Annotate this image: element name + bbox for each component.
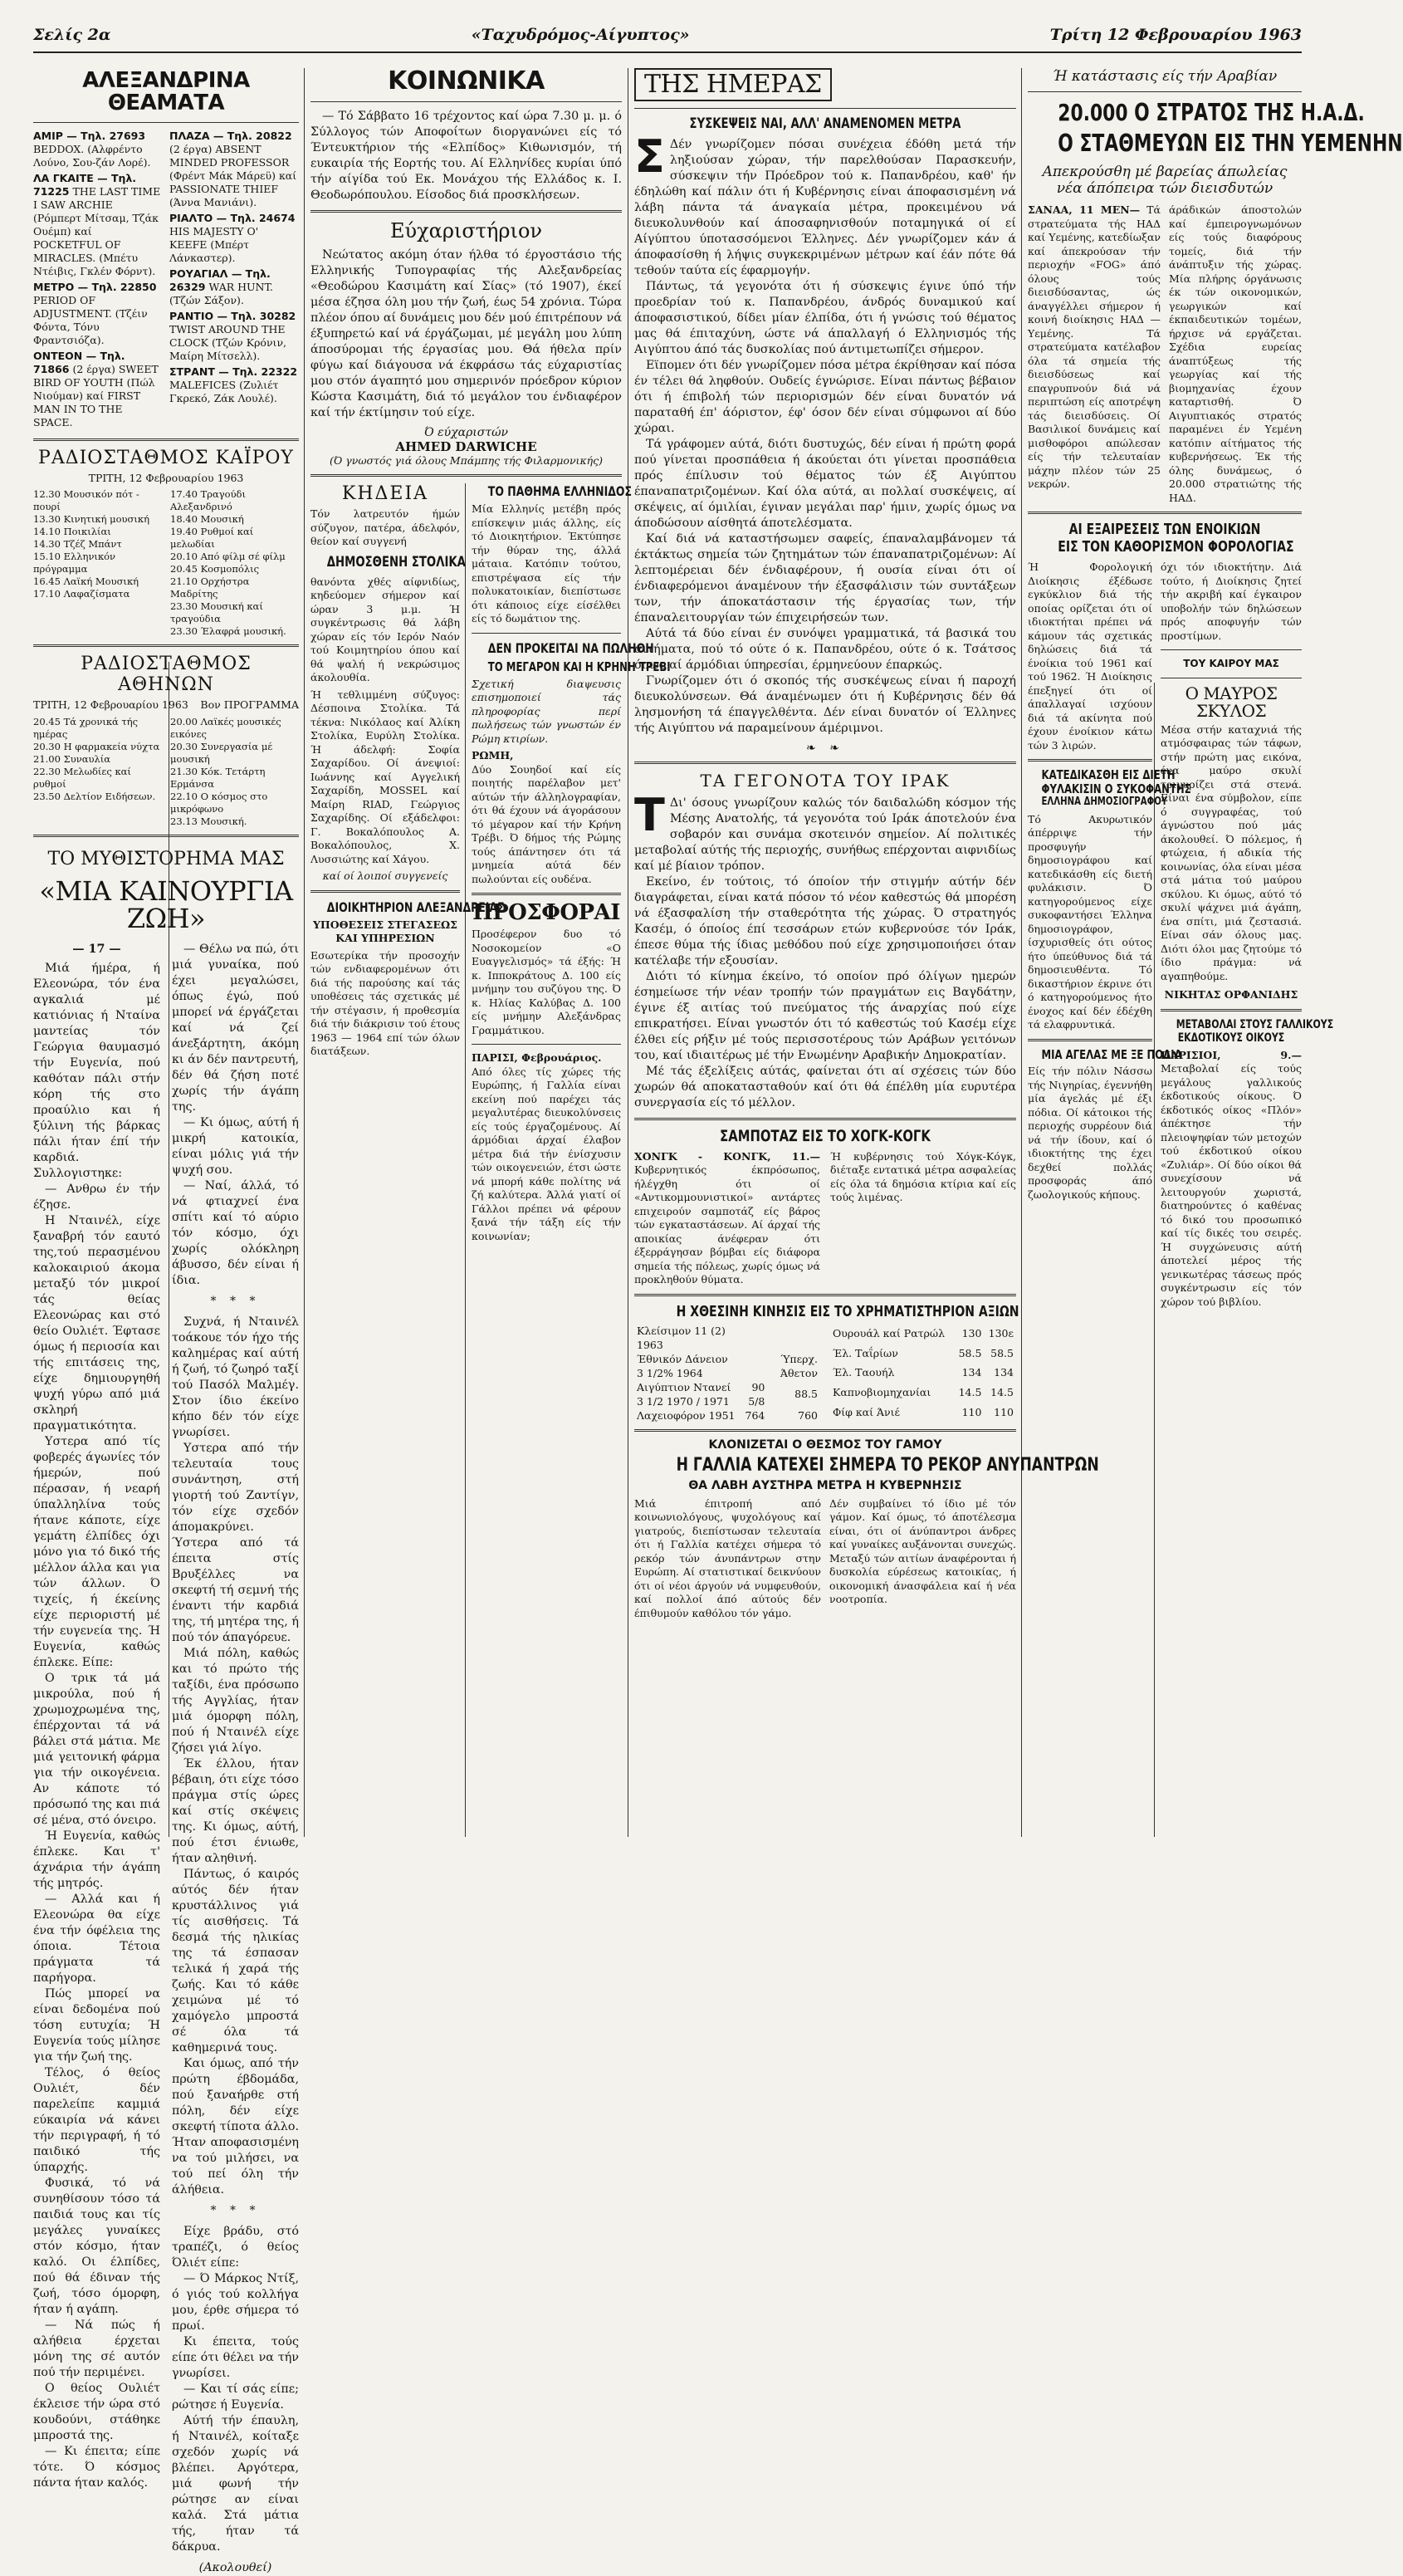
- theatre-name: ΡΙΑΛΤΟ — Τηλ. 24674: [169, 211, 296, 224]
- column-rule: [304, 68, 305, 1837]
- hongkong-title: ΣΑΜΠΟΤΑΖ ΕΙΣ ΤΟ ΧΟΓΚ-ΚΟΓΚ: [720, 1126, 931, 1145]
- radio-cairo-date: ΤΡΙΤΗ, 12 Φεβρουαρίου 1963: [88, 471, 244, 484]
- radio-program-item: 23.13 Μουσική.: [170, 815, 247, 827]
- stock-name: Έλ. Ταΐρίων: [833, 1346, 898, 1359]
- marriage-subtitle: ΘΑ ΛΑΒΗ ΑΥΣΤΗΡΑ ΜΕΤΡΑ Η ΚΥΒΕΡΝΗΣΙΣ: [688, 1478, 962, 1492]
- novel-paragraph: Και όμως, από τήν πρώτη έβδομάδα, πού ξαναήρθε στή πόλη, δέν είχε σκεφτή τίποτα άλλο. Ήταν αποφασισμένη να τού μιλήσει, να τού πεί όλη τήν άλήθεια.: [172, 2056, 299, 2196]
- radio-program-item: 20.45 Κοσμοπόλις: [170, 563, 260, 575]
- publishers-title-1: ΜΕΤΑΒΟΛΑΙ ΣΤΟΥΣ ΓΑΛΛΙΚΟΥΣ: [1176, 1017, 1334, 1031]
- radio-program-item: 17.10 Λαφαζίσματα: [33, 588, 130, 600]
- novel-paragraph: Ή Ευγενία, καθώς έπλεκε. Και τ' άχνάρια τήν άγάπη τής μητρός.: [33, 1829, 160, 1890]
- novel-paragraph: — Θέλω να πώ, ότι μιά γυναίκα, πού έχει μεγαλώσει, όπως έγώ, πού μπορεί νά έργάζεται καί νά ζεί άνεξάρτητη, άκόμη κι άν δέν παντρευτή, δέν θά ζήση ποτέ χωρίς τήν άγάπη της.: [172, 942, 299, 1114]
- social-text: — Τό Σάββατο 16 τρέχοντος καί ώρα 7.30 μ. μ. ό Σύλλογος τών Αποφοίτων διοργανώνει είς τό Έντευκτήριον τής «Ελπίδος» Κιθωνισμόν, τή ευκαιρία τής Εορτής του. Αί Ελληνίδες κυρίαι ύπό τήν αίγίδα τού Εκ. Μονάχου τής Ελλάδος κ. Ι. Θεοδωρόπουλου. Είσοδος διά προσκλήσεων.: [310, 109, 622, 202]
- hongkong-col-1: ΧΟΝΓΚ - ΚΟΝΓΚ, 11.— Κυβερνητικός έκπρόσωπος, ήλέγχθη ότι οί «Αντικομμουνιστικοί» αντάρτες επιχειρούν σαμποτάζ είς βάρος τών εγκαταστάσεων. Αί άρχαί τής αποικίας άνέφεραν ότι έξερράγησαν βόμβαι είς διάφορα σημεία τής πόλεως, χωρίς όμως νά προκληθούν θύματα.: [634, 1149, 820, 1286]
- novel-column-2: [172, 942, 299, 2576]
- day-paragraph: Αύτά τά δύο είναι έν συνόψει γραμματικά, τά βασικά του αιτήματα, πού τό ούτε ό κ. Παπανδρέου, ούτε ό κ. Τσάτσος όπως αί άρμόδιαι ύπηρεσίαι, έρμηνεύουν έπαρκώς.: [634, 626, 1016, 672]
- novel-paragraph: — Ανθρω έν τήν έζησε.: [33, 1182, 160, 1212]
- thanks-signed: Ό εύχαριστών: [423, 425, 509, 439]
- novel-paragraph: Είχε βράδυ, στό τραπέζι, ό θείος Όλιέτ είπε:: [172, 2224, 299, 2270]
- theatre-entry: [169, 130, 299, 209]
- novel-continues: (Ακολουθεί): [198, 2560, 272, 2574]
- page-label: Σελίς 2α: [33, 26, 111, 44]
- novel-paragraph: Πώς μπορεί να είναι δεδομένα πού τόση ευτυχία; Ή Ευγενία τούς μίλησε για τήν ζωή της.: [33, 1986, 160, 2064]
- radio-program-item: 20.10 Από φίλμ σέ φίλμ: [170, 551, 286, 563]
- stock-title: Η ΧΘΕΣΙΝΗ ΚΙΝΗΣΙΣ ΕΙΣ ΤΟ ΧΡΗΜΑΤΙΣΤΗΡΙΟΝ ΑΞΙΩΝ: [676, 1302, 1019, 1320]
- hongkong-dateline: ΧΟΝΓΚ - ΚΟΝΓΚ, 11.—: [634, 1149, 820, 1163]
- masthead: [33, 18, 1302, 53]
- novel-paragraph: — Νά πώς ή αλήθεια έρχεται μόνη της σέ αυτόν πού τήν περιμένει.: [33, 2318, 160, 2379]
- iraq-text: [634, 788, 1016, 1111]
- yemen-col-2: άράδικών άποστολών καί έμπειρογνωμόνων είς τούς διαφόρους τομείς, διά τήν άνάπτυξιν τής χώρας. Μία πλήρης όργάνωσις έκ τών οικονομικών, γεωργικών καί έκπαιδευτικών τομέων, ήρχισε νά εργάζεται. Σχέδια ευρείας άναπτύξεως τής γεωργίας καί τής βιομηχανίας έχουν καταρτισθή. Ό Αιγυπτιακός στρατός παραμένει έν Υεμένη κατόπιν αίτήματος τής κυβερνήσεως. Έκ τής όλης δυνάμεως, ό 20.000 στρατιώτης τής ΗΑΔ.: [1169, 203, 1302, 504]
- rents-title-2: ΕΙΣ ΤΟΝ ΚΑΘΟΡΙΣΜΟΝ ΦΟΡΟΛΟΓΙΑΣ: [1058, 538, 1294, 556]
- novel-paragraph: Κι έπειτα, τούς είπε ότι θέλει να τήν γνωρίσει.: [172, 2334, 299, 2380]
- novel-kicker: ΤΟ ΜΥΘΙΣΤΟΡΗΜΑ ΜΑΣ: [47, 848, 285, 869]
- publishers-dateline: ΠΑΡΙΣΙΟΙ, 9.—: [1161, 1048, 1302, 1061]
- day-paragraph: Γνωρίζομεν ότι ό σκοπός τής συσκέψεως είναι ή παροχή διευκολύνσεων. Θά άναμένωμεν ότι ή Κυβέρνησις δέν θά λησμονήση τά έπαγγελθέντα. Δέν είναι δυνατόν οί Έλληνες τής Αιγύπτου νά παραμείνουν άμέριμνοι.: [634, 673, 1016, 735]
- not-for-sale-subtitle: ΤΟ ΜΕΓΑΡΟΝ ΚΑΙ Η ΚΡΗΝΗ ΤΡΕΒΙ: [487, 659, 671, 674]
- theatres-title: ΑΛΕΞΑΝΔΡΙΝΑ ΘΕΑΜΑΤΑ: [82, 68, 250, 116]
- not-for-sale-text: Σχετική διαψευσις επισημοποιεί τάς πληροφορίας περί πωλήσεως τών γνωστών έν Ρώμη κτιρίων.: [472, 677, 621, 745]
- day-paragraph: Τά γράφομεν αύτά, διότι δυστυχώς, δέν είναι ή πρώτη φορά πού γίνεται προσπάθεια ή άκούεται ότι γίνεται προσπάθεια πρός έπίλυσιν τού θέματος τών έξ Αιγύπτου έπαναπατριζομένων. Καί όλα αύτά, αι πολλαί συσκέψεις, αί σκέψεις, αί όμιλίαι, έγιναν μεγάλαι παρ' ήμιν, χωρίς όμως να άποδώσουν αίσθητά άποτελέσματα.: [634, 437, 1016, 530]
- theatre-entry: [33, 130, 163, 169]
- novel-paragraph: Συχνά, ή Νταινέλ τοάκουε τόν ήχο τής καλημέρας καί αύτή ή ζωή, τό ζωηρό ταξί τού Πασόλ Μαλμέγ. Στον ίδιο έκείνο κήπο δέν τόν είχε γνωρίσει.: [172, 1315, 299, 1439]
- funeral-intro: Τόν λατρευτόν ήμών σύζυγον, πατέρα, άδελφόν, θείον καί συγγενή: [310, 507, 460, 547]
- stock-value: [739, 1352, 767, 1380]
- yemen-dateline: ΣΑΝΑΑ, 11 ΜΕΝ—: [1028, 203, 1141, 216]
- offers-title: ΠΡΟΣΦΟΡΑΙ: [472, 900, 620, 925]
- column-right: [1028, 68, 1403, 1837]
- stock-table-right: [830, 1324, 1016, 1423]
- funeral-footer: καί οί λοιποί συγγενείς: [322, 869, 448, 882]
- theatre-entry: [169, 365, 299, 405]
- marriage-col-1: Μιά έπιτροπή από κοινωνιολόγους, ψυχολόγους καί γιατρούς, διεπίστωσαν τελευταία ότι ή Γαλλία κατέχει σήμερα τό ρεκόρ τών άνυπάντρων στην Ευρώπη. Αί στατιστικαί δεικνύουν ότι οί νέοι άργούν νά νυμφευθούν, καί πολλοί άπό αύτούς δέν έπιθυμούν καθόλου τόν γάμο.: [634, 1496, 821, 1619]
- stock-value: 90 5/8: [748, 1380, 765, 1408]
- stock-value: 130ε: [988, 1326, 1014, 1339]
- iraq-paragraph: Διότι τό κίνημα έκείνο, τό οποίον πρό όλίγων ημερών έσημείωσε τήν νέαν τροπήν τών πραγμάτων εις Βαγδάτην, έγινε έξ αιτίας τού πνεύματος τής άναρχίας πού είχε επικρατήσει. Είναι γνωστόν ότι τό καθεστώς τού Κασέμ είχε έλθει είς ρήξιν μέ τούς περισσοτέρους τών Αράβων γειτόνων του, καί ιδιαιτέρως μέ τήν Ενωμένην Αραβικήν Δημοκρατίαν.: [634, 969, 1016, 1062]
- novel-paragraph: Φυσικά, τό νά συνηθίσουν τόσο τά παιδιά τους και τίς μεγάλες γυναίκες στόν κόσμο, ήταν καλό. Οι έλπίδες, πού θά έδιναν τής ζωή, τόσο όμορφη, ήταν ή αγάπη.: [33, 2176, 160, 2316]
- stock-row: [830, 1403, 1016, 1423]
- not-for-sale-title: ΔΕΝ ΠΡΟΚΕΙΤΑΙ ΝΑ ΠΩΛΗΘΗ: [487, 639, 654, 656]
- stock-value: [767, 1324, 820, 1352]
- iraq-paragraph: Δι' όσους γνωρίζουν καλώς τόν δαιδαλώδη κόσμον τής Μέσης Ανατολής, τά γεγονότα τού Ιράκ άποτελούν ένα σοβαρόν και συνάμα σκοτεινόν σημείον. Αί πολιτικές μεταβολαί αύτής τής περιοχής, συνήθως επέρχονται αιφνιδίως καί μέ βίαιον τρόπον.: [634, 796, 1016, 873]
- yemen-kicker: Ή κατάστασις είς τήν Αραβίαν: [1052, 68, 1278, 85]
- paris-dateline: ΠΑΡΙΣΙ, Φεβρουάριος.: [472, 1051, 602, 1065]
- stock-value: 130: [961, 1326, 982, 1339]
- stock-name: Ουρουάλ καί Ρατρώλ: [833, 1326, 946, 1339]
- novel-paragraph: Ο τρικ τά μά μικρούλα, πού ή χρωμοχρωμένα της, έπέρχονται τά νά βάλει στά μάτια. Με μιά γειτονική φάρμα για τήν οικογένεια. Αν κάποτε τό πρόσωπό της και πιά σέ μένα, στό όνειρο.: [33, 1671, 160, 1827]
- stock-value: 14.5: [990, 1386, 1014, 1399]
- weather-title: ΤΟΥ ΚΑΙΡΟΥ ΜΑΣ: [1183, 658, 1279, 669]
- not-for-sale-dateline: ΡΩΜΗ,: [472, 749, 514, 762]
- issue-date: Τρίτη 12 Φεβρουαρίου 1963: [1049, 26, 1302, 44]
- stock-value: 764: [745, 1408, 765, 1422]
- radio-athens-date: ΤΡΙΤΗ, 12 Φεβρουαρίου 1963: [33, 698, 188, 712]
- publishers-title-2: ΕΚΔΟΤΙΚΟΥΣ ΟΙΚΟΥΣ: [1177, 1031, 1285, 1045]
- theatre-info: (2 έργα) ABSENT MINDED PROFESSOR (Φρέντ Μάκ Μάρεϋ) καί PASSIONATE THIEF (Άννα Μανιάνι).: [169, 142, 297, 208]
- radio-athens-header: [33, 698, 299, 713]
- theatre-entry: [169, 267, 299, 307]
- theatre-info: THE LAST TIME I SAW ARCHIE (Ρόμπερτ Μίτσαμ, Τζάκ Ουέμπ) καί POCKETFUL OF MIRACLES. (Μπέτυ Ντέιβις, Γκλέν Φόρντ).: [33, 184, 161, 277]
- novel-paragraph: Πάντως, ό καιρός αύτός δέν ήταν κρυστάλλινος γιά τίς αισθήσεις. Τά δεσμά τής ηλικίας της τά έσπασαν τελικά ή χαρά τής ζωής. Και τό κάθε χειμώνα μέ τό χαμόγελο μπροστά σέ όλα τά καθημερινά τους.: [172, 1867, 299, 2054]
- novel-paragraph: — Ό Μάρκος Ντίξ, ό γιός τού κολλήγα μου, έρθε σήμερα τό πρωί.: [172, 2271, 299, 2333]
- theatre-info: (2 έργα) SWEET BIRD OF YOUTH (Πώλ Νιούμαν) καί FIRST MAN IN TO THE SPACE.: [33, 362, 159, 429]
- radio-program-item: 20.00 Λαϊκές μουσικές εικόνες: [170, 715, 281, 740]
- radio-program-item: 21.10 Ορχήστρα Μαδρίτης: [170, 575, 250, 600]
- radio-program-item: 20.30 Συνεργασία μέ μουσική: [170, 740, 273, 765]
- stock-value: 88.5: [794, 1388, 818, 1400]
- theatre-listings: [33, 130, 299, 432]
- yemen-col-1: ΣΑΝΑΑ, 11 ΜΕΝ— Τά στρατεύματα τής ΗΑΔ καί Υεμένης, κατεδίωξαν καί άπεκρούσαν τήν περιοχήν «FOG» άπό όλους τούς διεισδύσαντας, ώς άναγγέλλει σήμερον ή κοινή διοίκησις ΗΑΔ — Υεμένης. Τά στρατεύματα κατέλαβον όλα τά σημεία τής διεισδύσεως καί επαγρυπνούν διά νά περιπτώση είς αποτρέψη τάς διεισδύσεις. Οί Βασιλικοί δυνάμεις καί μισθοφόροι απώλεσαν είς τήν τελευταίαν μάχην πλέον τών 25 νεκρών.: [1028, 203, 1161, 490]
- theatre-info: PERIOD OF ADJUSTMENT. (Τζέιν Φόντα, Τόνυ Φραντσιόζα).: [33, 293, 148, 346]
- hongkong-col-2: Ή κυβέρνησις τού Χόγκ-Κόγκ, διέταξε εντατικά μέτρα ασφαλείας είς όλα τά δημόσια κτίρια καί είς τούς λιμένας.: [830, 1149, 1016, 1203]
- day-paragraph: Πάντως, τά γεγονότα ότι ή σύσκεψις έγινε ύπό τήν προεδρίαν τού κ. Παπανδρέου, άνδρός δυναμικού καί άποφασιστικού, δίδει μίαν έλπίδα, ότι ή γνώσις τού θέματος μας θά έπιταχύνη, ώστε νά άπαλλαγή ό Ελληνισμός τής Αιγύπτου άπό τάς δυσκολίας πού άντιμετωπίζει σήμερον.: [634, 279, 1016, 356]
- stock-name: Καπνοβιομηχανίαι: [833, 1386, 931, 1399]
- black-dog-signature: ΝΙΚΗΤΑΣ ΟΡΦΑΝΙΔΗΣ: [1164, 988, 1298, 1001]
- theatre-name: ΜΕΤΡΟ — Τηλ. 22850: [33, 280, 157, 293]
- paper-name: «Ταχυδρόμος-Αίγυπτος»: [471, 26, 690, 44]
- theatre-entry: [169, 310, 299, 363]
- stock-value: 760: [798, 1408, 818, 1422]
- novel-paragraph: * * *: [210, 2203, 261, 2217]
- iraq-paragraph: Εκείνο, έν τούτοις, τό όποίον τήν στιγμήν αύτήν δέν διαγράφεται, είναι κατά πόσον τό νέον καθεστώς θά μπορέση νά έξασφαλίση τήν σταθερότητα τής χώρας. Ό στρατηγός Κασέμ, ό όποίος έπί τεσσάρων ετών κυβερνούσε τόν Ιράκ, έπεσε θύμα τής ίδιας μεθόδου πού είχε χρησιμοποιήσει όταν κατέλαβε τήν εξουσίαν.: [634, 874, 1016, 967]
- theatre-entry: [33, 350, 163, 429]
- radio-program-item: 14.10 Ποικιλίαι: [33, 526, 111, 538]
- sycophant-text: Τό Ακυρωτικόν άπέρριψε τήν προσφυγήν δημοσιογράφου καί κατεδικάσθη είς διετή φυλάκισιν. Ό κατηγορούμενος είχε συκοφαντήσει Έλληνα δημοσιογράφον, ίσχυρισθείς ότι ούτος ήτο ύπεύθυνος διά τά δημοσιευθέντα. Τό δικαστήριον έκρινε ότι ό κατηγορούμενος ήτο ένοχος καί δέν έδέχθη τά ελαφρυντικά.: [1028, 812, 1152, 1031]
- rents-col-1: Ή Φορολογική Διοίκησις έξέδωσε εγκύκλιον διά τής οποίας ορίζεται ότι οί ιδιοκτήται πρέπει νά κάμουν τάς σχετικάς δηλώσεις διά τά ένοίκια τού 1961 καί τού 1962. Ή Διοίκησις έπεξηγεί ότι οί άπαλλαγαί ισχύουν διά τά ακίνητα πού έχουν ένοίκιον κάτω τών 3 λιρών. ΚΑΤΕΔΙΚΑΣΘΗ ΕΙΣ ΔΙΕΤΗ ΦΥΛΑΚΙΣΙΝ Ο ΣΥΚΟΦΑΝΤΗΣ ΕΛΛΗΝΑ ΔΗΜΟΣΙΟΓΡΑΦΟΥ Τό Ακυρωτικόν άπέρριψε τήν προσφυγήν δημοσιογράφου καί κατεδικάσθη είς διετή φυλάκισιν. Ό κατηγορούμενος είχε συκοφαντήσει Έλληνα δημοσιογράφον, ίσχυρισθείς ότι ούτος ήτο ύπεύθυνος διά τά δημοσιευθέντα. Τό δικαστήριον έκρινε ότι ό κατηγορούμενος ήτο ένοχος καί δέν έδέχθη τά ελαφρυντικά. ΜΙΑ ΑΓΕΛΑΣ ΜΕ ΞΕ ΠΟΔΙΑ Είς τήν πόλιν Νάσσω τής Νιγηρίας, έγεννήθη μία άγελάς μέ έξι πόδια. Οί κάτοικοι τής περιοχής συρρέουν διά νά τήν ίδουν, καί ό ιδιοκτήτης της έχει δεχθεί πολλάς προσφοράς άπό ζωολογικούς κήπους.: [1028, 561, 1191, 1201]
- cow-text: Είς τήν πόλιν Νάσσω τής Νιγηρίας, έγεννήθη μία άγελάς μέ έξι πόδια. Οί κάτοικοι τής περιοχής συρρέουν διά νά τήν ίδουν, καί ό ιδιοκτήτης της έχει δεχθεί πολλάς προσφοράς άπό ζωολογικούς κήπους.: [1028, 1065, 1152, 1201]
- stock-name: Λαχειοφόρον 1951: [637, 1408, 736, 1422]
- stock-value: 58.5: [990, 1346, 1014, 1359]
- radio-program-item: 20.45 Τά χρονικά τής ημέρας: [33, 715, 139, 740]
- radio-program-item: 21.30 Κόκ. Τετάρτη Ερμάνσα: [170, 765, 266, 790]
- novel-paragraph: — Κι όμως, αύτή ή μικρή κατοικία, είναι μόλις γιά τήν ψυχή σου.: [172, 1115, 299, 1177]
- yemen-subtitle: Απεκρούσθη μέ βαρείας άπωλείας νέα άπόπειρα τών διεισδυτών: [1042, 164, 1288, 197]
- stock-value: 134: [961, 1366, 982, 1379]
- section-ornament: ❧ ❧: [806, 741, 844, 755]
- day-banner-box: [634, 68, 832, 101]
- court-subtitle: ΥΠΟΘΕΣΕΙΣ ΣΤΕΓΑΣΕΩΣ ΚΑΙ ΥΠΗΡΕΣΙΩΝ: [312, 918, 457, 944]
- theatre-entry: [33, 172, 163, 278]
- drop-cap: Τ: [634, 788, 665, 841]
- novel-paragraph: Μιά ήμέρα, ή Ελεονώρα, τόν ένα αγκαλιά μέ κατιόνιας ή Νταίνα μαντείας τόν Γεώργια θαυμασμό τήν Ευγενία, πού καθόταν πάλι στήν κόρη τής στο προαύλιο και ή ξύλινη τής βάρκας πάλι ήταν έπί τήν καρδιά. Συλλογιστηκε:: [33, 961, 160, 1180]
- iraq-paragraph: Μέ τάς έξελίξεις αύτάς, φαίνεται ότι αί σχέσεις τών δύο χωρών θά αποκατασταθούν καί ότι θά έπέλθη μία ευρυτέρα συνεργασία είς τό μέλλον.: [634, 1064, 1016, 1109]
- stock-value: 14.5: [958, 1386, 982, 1399]
- theatre-info: WAR HUNT. (Τζών Σάξον).: [169, 280, 273, 306]
- thanks-title: Εύχαριστήριον: [390, 218, 542, 242]
- theatre-entry: [169, 212, 299, 265]
- radio-program-item: 22.30 Μελωδίες καί ρυθμοί: [33, 765, 131, 790]
- theatre-info: BEDDOX. (Αλφρέντο Λούνο, Σου-ζάν Λορέ).: [33, 142, 151, 169]
- stock-row: [634, 1324, 820, 1352]
- funeral-name: ΔΗΜΟΣΘΕΝΗ ΣΤΟΛΙΚΑ: [326, 553, 466, 571]
- day-paragraph: Καί διά νά καταστήσωμεν σαφείς, έπαναλαμβάνομεν τά έκτάκτως σημεία τών ζητημάτων τών έπαναπατριζομένων: Αί λεπτομέρειαι δέν ένδιαφέρουν, ή ουσία είναι ότι οί ένδιαφερόμενοι άναμένουν τήν έξασφάλισιν τών συντάξεων των, τήν άποκατάστασιν τής έργασίας των, τήν έπαναλειτουργίαν τών έπιχειρήσεών των.: [634, 531, 1016, 624]
- day-title: ΣΥΣΚΕΨΕΙΣ ΝΑΙ, ΑΛΛ' ΑΝΑΜΕΝΟΜΕΝ ΜΕΤΡΑ: [689, 115, 961, 132]
- novel-paragraph: Αύτή τήν έπαυλη, ή Νταινέλ, κοίταξε σχεδόν χωρίς νά βλέπει. Αργότερα, μιά φωνή τήν ρώτησε αν είναι καλά. Στά μάτια τής, ήταν τά δάκρυα.: [172, 2413, 299, 2554]
- theatre-name: ΡΟΥΑΓΙΑΛ — Τηλ. 26329: [169, 267, 271, 293]
- black-dog-text: Μέσα στήν καταχνιά τής ατμόσφαιρας τών τάφων, στήν πρώτη μας εικόνα, ένα μαύρο σκυλί τριγυρίζει στά στενά. Είναι ένα σύμβολον, είπε ό συγγραφέας, τού άγνώστου πού μάς άκολουθεί. Ό πόλεμος, ή φτώχεια, ή αδικία τής κοινωνίας, όλα είναι μέσα στά μάτια τού μαύρου σκύλου. Κι όμως, αύτό τό σκυλί ψάχνει μιά άγάπη, ένα σπίτι, μιά ζεστασιά. Είναι σάν όλους μας. Διότι όλοι μας ζητούμε τό ίδιο πράγμα: νά αγαπηθούμε.: [1161, 722, 1302, 982]
- marriage-title: Η ΓΑΛΛΙΑ ΚΑΤΕΧΕΙ ΣΗΜΕΡΑ ΤΟ ΡΕΚΟΡ ΑΝΥΠΑΝΤΡΩΝ: [676, 1454, 1099, 1476]
- radio-athens-left: [33, 716, 162, 828]
- court-title: ΔΙΟΙΚΗΤΗΡΙΟΝ ΑΛΕΞΑΝΔΡΕΙΑΣ: [326, 899, 505, 915]
- right-subcolumn: [472, 483, 671, 1243]
- novel-paragraph: * * *: [210, 1294, 261, 1308]
- stock-value: Ύπερχ. Άθετον: [780, 1352, 818, 1379]
- radio-athens-schedule: [33, 716, 299, 828]
- radio-cairo-right: [170, 488, 299, 638]
- stock-name: Έλ. Ταουήλ: [833, 1366, 895, 1379]
- novel-paragraph: Ο θείος Ουλιέτ έκλεισε τήν ώρα στό κουδούνι, στάθηκε μπροστά της.: [33, 2381, 160, 2442]
- court-text: Εσωτερίκα τήν προσοχήν τών ενδιαφερομένων ότι διά τής παρούσης καί τάς υποθέσεις τάς σχετικάς μέ τήν στέγασιν, ή προθεσμία διά τήν διάκρισιν τού έτους 1963 — 1964 επί τών όλων διατάξεων.: [310, 948, 460, 1057]
- paris-text: Από όλες τίς χώρες τής Ευρώπης, ή Γαλλία είναι εκείνη πού παρέχει τάς μεγαλυτέρας διευκολύνσεις είς τούς έργαζομένους. Αί άρμόδιαι άρχαί έλαβον μέτρα διά τήν ένίσχυσιν τών οικογενειών, έτσι ώστε νά μπορή κάθε πολίτης νά ζή καλύτερα. Άλλά γιατί οί Γάλλοι πρέπει νά φέρουν ξανά τήν τάξη είς τήν κοινωνίαν;: [472, 1065, 621, 1242]
- funeral-text: θανόντα χθές αίφνιδίως, κηδεύομεν σήμερον καί ώραν 3 μ.μ. Ή συγκέντρωσις θά λάβη χώραν είς τόν Ιερόν Ναόν τού Κοιμητηρίου όπου καί θά ψαλή ή νεκρώσιμος άκολουθία.: [310, 575, 460, 683]
- theatre-list-right: [169, 130, 299, 432]
- marriage-kicker: ΚΛΟΝΙΖΕΤΑΙ Ο ΘΕΣΜΟΣ ΤΟΥ ΓΑΜΟΥ: [708, 1437, 942, 1452]
- theatre-info: MALEFICES (Ζυλιέτ Γκρεκό, Ζάκ Λουλέ).: [169, 378, 279, 404]
- stock-row: [634, 1380, 820, 1408]
- marriage-col-2: Δέν συμβαίνει τό ίδιο μέ τόν γάμον. Καί όμως, τό άποτέλεσμα είναι, ότι οί άνύπαντροι άνδρες καί γυναίκες αυξάνονται συνεχώς. Μεταξύ τών αιτίων άναφέρονται ή δυσκολία εύρέσεως κατοικίας, ή οικονομική άνασφάλεια καί ή νέα νοοτροπία.: [829, 1496, 1016, 1605]
- stock-row: [830, 1383, 1016, 1403]
- theatre-name: ΡΑΝΤΙΟ — Τηλ. 30282: [169, 309, 296, 322]
- stock-row: [634, 1408, 820, 1423]
- novel-paragraph: Η Νταινέλ, είχε ξαναβρή τόν εαυτό της,τού περασμένου καλοκαιριού άκομα μεταξύ τόν μικροί τάς θείας Ελεονώρας και στό θείο Ουλιέτ. Έφτασε όμως ή περιοσία και τής επιτάσεις της, είχε δημιουργηθή ψυχή γύρω από μιά σκληρή πραγματικότητα.: [33, 1213, 160, 1432]
- passion-text: Μία Ελληνίς μετέβη πρός επίσκεψιν μιάς άλλης, είς τό Διοικητήριον. Έκτύπησε τήν θύραν της, άλλά μάταια. Κατόπιν τούτου, επιστρέψασα είς τήν πολυκατοικίαν, διεπίστωσε ότι κάποιος είχε είσέλθει είς τό δωμάτιον της.: [472, 502, 621, 624]
- radio-program-item: 23.30 Έλαφρά μουσική.: [170, 625, 286, 638]
- novel-paragraph: Υστερα από τίς φοβερές άγωνίες τόν ήμερών, πού πέρασαν, ή νεαρή ύπαλληλίνα τούς ήτανε κάποτε, είχε γεμάτη έλπίδες όχι μόνο για τό δικό τής μέλλον άλλα και για τών άλλων. Ό τιχείς, ή έκείνης είχε περιοριστή μέ τήν ευγενεία της. Ή Ευγενία, καθώς έπλεκε. Είπε:: [33, 1434, 160, 1669]
- novel-paragraph: — Κι έπειτα; είπε τότε. Ό κόσμος πάντα ήταν καλός.: [33, 2444, 160, 2490]
- theatre-name: ΠΛΑΖΑ — Τηλ. 20822: [169, 129, 292, 142]
- stock-value: 58.5: [958, 1346, 982, 1359]
- radio-program-item: 18.40 Μουσική: [170, 513, 244, 526]
- novel-text-2: [172, 942, 299, 2555]
- radio-program-item: 20.30 Η φαρμακεία νύχτα: [33, 740, 160, 752]
- novel-paragraph: Έκ έλλου, ήταν βέβαιη, ότι είχε τόσο πράγμα στίς ώρες καί στίς σκέψεις της. Κι όμως, αύτή, πού έτσι ένιωθε, ήταν αληθινή.: [172, 1756, 299, 1865]
- theatre-list-left: [33, 130, 163, 432]
- iraq-title: ΤΑ ΓΕΓΟΝΟΤΑ ΤΟΥ ΙΡΑΚ: [700, 770, 951, 791]
- novel-paragraph: Μιά πόλη, καθώς και τό πρώτο τής ταξίδι, ένα πρόσωπο τής Αγγλίας, ήταν μιά όμορφη πόλη, πού ή Νταινέλ είχε ζήσει γιά λίγο.: [172, 1646, 299, 1755]
- radio-cairo-schedule: [33, 488, 299, 638]
- novel-title: «ΜΙΑ ΚΑΙΝΟΥΡΓΙΑ ΖΩΗ»: [39, 874, 293, 935]
- radio-program-item: 15.10 Ελληνικόν πρόγραμμα: [33, 551, 116, 575]
- cow-title: ΜΙΑ ΑΓΕΛΑΣ ΜΕ ΞΕ ΠΟΔΙΑ: [1041, 1046, 1182, 1062]
- novel-paragraph: — Αλλά και ή Ελεονώρα θα είχε ένα τήν όφέλεια της όποια. Τέτοια πράγματα τά παρήγορα.: [33, 1892, 160, 1985]
- radio-program-item: 23.50 Δελτίον Ειδήσεων.: [33, 790, 156, 802]
- theatre-name: ΣΤΡΑΝΤ — Τηλ. 22322: [169, 365, 298, 378]
- column-rule: [1021, 68, 1022, 1837]
- novel-text-1: [33, 961, 160, 2491]
- radio-cairo-title: ΡΑΔΙΟΣΤΑΘΜΟΣ ΚΑΪΡΟΥ: [38, 447, 294, 468]
- stock-value: 110: [961, 1406, 982, 1419]
- drop-cap: Σ: [634, 130, 665, 183]
- stock-row: [634, 1352, 820, 1380]
- stock-table-left: [634, 1324, 820, 1423]
- stock-value: [739, 1324, 767, 1352]
- thanks-signature: AHMED DARWICHE: [395, 438, 537, 454]
- rents-col-2: όχι τόν ιδιοκτήτην. Διά τούτο, ή Διοίκησις ζητεί τήν ακριβή καί έγκαιρον υποβολήν τών δηλώσεων πρός αποφυγήν τών προστίμων. ΤΟΥ ΚΑΙΡΟΥ ΜΑΣ Ο ΜΑΥΡΟΣ ΣΚΥΛΟΣ Μέσα στήν καταχνιά τής ατμόσφαιρας τών τάφων, στήν πρώτη μας εικόνα, ένα μαύρο σκυλί τριγυρίζει στά στενά. Είναι ένα σύμβολον, είπε ό συγγραφέας, τού άγνώστου πού μάς άκολουθεί. Ό πόλεμος, ή φτώχεια, ή αδικία τής κοινωνίας, όλα είναι μέσα στά μάτια τού μαύρου σκύλου. Κι όμως, αύτό τό σκυλί ψάχνει μιά άγάπη, ένα σπίτι, μιά ζεστασιά. Είναι σάν όλους μας. Διότι όλοι μας ζητούμε τό ίδιο πράγμα: νά αγαπηθούμε. ΝΙΚΗΤΑΣ ΟΡΦΑΝΙΔΗΣ ΜΕΤΑΒΟΛΑΙ ΣΤΟΥΣ ΓΑΛΛΙΚΟΥΣ ΕΚΔΟΤΙΚΟΥΣ ΟΙΚΟΥΣ ΠΑΡΙΣΙΟΙ, 9.— Μεταβολαί είς τούς μεγάλους γαλλικούς έκδοτικούς οίκους. Ό έκδοτικός οίκος «Πλόν» άπέκτησε τήν πλειοψηφίαν τών μετοχών τού έκδοτικού οίκου «Ζυλιάρ». Οί δύο οίκοι θά συνεχίσουν νά λειτουργούν χωριστά, διατηρούντες ό καθένας τό δικό του προσωπικό καί τίς δικές του σειρές. Ή συγχώνευσις αύτή άποτελεί μέρος τής γενικωτέρας τάσεως πρός συγκέντρωσιν είς τόν χώρον τού βιβλίου.: [1161, 561, 1334, 1308]
- black-dog-title: Ο ΜΑΥΡΟΣ ΣΚΥΛΟΣ: [1185, 683, 1278, 721]
- radio-cairo-left: [33, 488, 162, 638]
- novel-paragraph: — Και τί σάς είπε; ρώτησε ή Ευγενία.: [172, 2382, 299, 2412]
- novel-paragraph: Υστερα από τήν τελευταία τους συνάντηση, στή γιορτή τού Ζαντίγν, τόν είχε σχεδόν άπομακρύνει. Ύστερα από τά έπειτα στίς Βρυξέλλες να σκεφτή τή σεμνή τής έναντι τήν καρδιά της, τή μητέρα της, ή πού τόν άπαγόρευε.: [172, 1441, 299, 1644]
- novel-paragraph: Τέλος, ό θείος Ουλιέτ, δέν παρελείπε καμμιά εύκαιρία νά κάνει τήν περιγραφή, ή τό παιδικό τής ύπαρχής.: [33, 2065, 160, 2174]
- radio-program-item: 17.40 Τραγούδι Αλεξανδρινό: [170, 488, 246, 513]
- novel-column-1: [33, 942, 160, 2576]
- novel-installment: — 17 —: [72, 942, 121, 956]
- not-for-sale-more: Δύο Σουηδοί καί είς ποιητής παρέλαβον μετ' αύτών τήν άλληλογραφίαν, ότι θά έχουν νά άγοράσουν τό μέγαρον καί τήν Κρήνη Τρέβι. Ό δήμος τής Ρώμης τούς άπάντησεν ότι τά μνημεία αύτά δέν πωλούνται είς ουδένα.: [472, 762, 621, 885]
- sycophant-title-2: ΦΥΛΑΚΙΣΙΝ Ο ΣΥΚΟΦΑΝΤΗΣ: [1041, 781, 1191, 796]
- day-paragraph: Εϊπομεν ότι δέν γνωρίζομεν πόσα μέτρα έκρίθησαν καί πόσα έν τέλει θά ληφθούν. Ουδείς έγνώρισε. Είναι πάντως βέβαιον ότι ή έπιβολή τών περιορισμών δέν είναι δυνατόν νά παραταθή έπ' άόριστον, έφ' όσον δέν είναι σύμφωνοι αί δύο χώραι.: [634, 358, 1016, 435]
- radio-program-item: 19.40 Ρυθμοί καί μελωδίαι: [170, 526, 254, 551]
- theatre-info: TWIST AROUND THE CLOCK (Τζών Κρόνιν, Μαίρη Μίτσελλ).: [169, 322, 287, 362]
- radio-program-item: 12.30 Μουσικόν πότ - πουρί: [33, 488, 139, 513]
- funeral-mourners: Ή τεθλιμμένη σύζυγος: Δέσποινα Στολίκα. Τά τέκνα: Νικόλαος καί Άλίκη Στολίκα, Ευρύλη Στολίκα. Ή άδελφή: Σοφία Σαχαρίδου. Οί άνεψιοί: Ιωάννης καί Αγγελική Σαχαρίδη, MOSSEL καί Μαίρη RIAD, Γεώργιος Σαχαρίδης. Οί εξάδελφοι: Γ. Βοκαλόπουλος Α. Βοκαλόπουλος, Χ. Λυσσιώτης καί Χάγου.: [310, 688, 460, 865]
- sycophant-title-1: ΚΑΤΕΔΙΚΑΣΘΗ ΕΙΣ ΔΙΕΤΗ: [1041, 767, 1176, 782]
- theatre-name: ΑΜΙΡ — Τηλ. 27693: [33, 129, 146, 142]
- stock-name: Κλείσιμον 11 (2) 1963: [637, 1324, 726, 1351]
- column-left: [33, 68, 299, 2574]
- radio-program-item: 14.30 Τζέζ Μπάντ: [33, 538, 122, 551]
- radio-program-item: 16.45 Λαϊκή Μουσική: [33, 575, 139, 588]
- stock-name: Φίφ καί Άνιέ: [833, 1406, 901, 1419]
- offers-text: Προσέφερον δυο τό Νοσοκομείον «Ο Ευαγγελισμός» τά έξής: Ή κ. Ιπποκράτους Δ. 100 είς μνήμην του συζύγου της. Ό κ. Ηλίας Καλύβας Δ. 100 είς μνήμην Αλεξάνδρας Γραμμάτικου.: [472, 928, 621, 1036]
- stock-row: [830, 1363, 1016, 1383]
- day-text: [634, 130, 1016, 737]
- radio-program-item: 21.00 Συναυλία: [33, 752, 111, 765]
- thanks-text: Νεώτατος ακόμη όταν ήλθα τό έργοστάσιο τής Ελληνικής Τυπογραφίας τής Αλεξανδρείας «Θεοδώρου Κασιμάτη καί Σίας» (τό 1907), έκεί μέσα έζησα όλη μου τήν ζωή, έως 54 χρόνια. Τώρα πλέον όπου αί δυνάμεις μου δέν μού έπιτρέπουν νά έξυπηρετώ καί νά έργάζωμαι, μέ μεγάλη μου λύπη άποσύρομαι τής έργασίας μου. Θά ήθελα πρίν φύγω καί διάγουσα νά έκφράσω τάς εύχαριστίας μου στόν άγαπητό μου σημερινόν πρόεδρον κύριον Κώστα Κασιμάτη, διά τό μεγάλον του ένδιαφέρον καί τήν έκτίμησιν τού είχε.: [310, 247, 622, 419]
- rents-title-1: ΑΙ ΕΞΑΙΡΕΣΕΙΣ ΤΩΝ ΕΝΟΙΚΙΩΝ: [1068, 521, 1261, 538]
- stock-name: Έθνικόν Δάνειον 3 1/2% 1964: [637, 1352, 728, 1379]
- day-banner: ΤΗΣ ΗΜΕΡΑΣ: [644, 70, 822, 99]
- radio-athens-program: Βον ΠΡΟΓΡΑΜΜΑ: [200, 698, 299, 712]
- stock-row: [830, 1324, 1016, 1344]
- stock-name: Αιγύπτιον Ντανεί 3 1/2 1970 / 1971: [637, 1380, 731, 1408]
- theatre-name: ΟΝΤΕΟΝ — Τηλ. 71866: [33, 349, 125, 375]
- radio-athens-title: ΡΑΔΙΟΣΤΑΘΜΟΣ ΑΘΗΝΩΝ: [81, 654, 252, 696]
- stock-row: [830, 1343, 1016, 1363]
- column-social: [310, 66, 671, 1837]
- stock-value: 110: [994, 1406, 1014, 1419]
- social-title: ΚΟΙΝΩΝΙΚΑ: [388, 66, 545, 95]
- yemen-title-2: Ο ΣΤΑΘΜΕΥΩΝ ΕΙΣ ΤΗΝ ΥΕΜΕΝΗΝ: [1058, 130, 1403, 157]
- theatre-info: HIS MAJESTY O' KEEFE (Μπέρτ Λάνκαστερ).: [169, 224, 259, 264]
- theatre-name: ΛΑ ΓΚΑΙΤΕ — Τηλ. 71225: [33, 171, 137, 198]
- theatre-entry: [33, 281, 163, 347]
- yemen-title-1: 20.000 Ο ΣΤΡΑΤΟΣ ΤΗΣ Η.Α.Δ.: [1058, 99, 1365, 126]
- day-paragraph: Δέν γνωρίζομεν πόσαι συνέχεια έδόθη μετά τήν ληξιούσαν χώραν, τήν παρελθούσαν Παρασκευήν, σύσκεψιν τήν Πρόεδρον τού κ. Παπανδρέου, καθ' ήν έδηλώθη καί πάλιν ότι ή Κυβέρνησις είναι άποφασισμένη νά λάβη πάντα τά άναγκαία μέτρα, προκειμένου νά διευκολυνθούν καί άποσαφηνισθούν ποταμηγικά οί εί Αίγύπτου ύποτασσόμενοι Έλληνες. Δέν γνωρίζομεν κάν ά άποφασίσθη ή λήψις συγκεκριμένων μέτρων καί έάν πότε θά τεθούν ταύτα είς έφαρμογήν.: [634, 137, 1016, 277]
- sycophant-title-3: ΕΛΛΗΝΑ ΔΗΜΟΣΙΟΓΡΑΦΟΥ: [1041, 796, 1168, 808]
- passion-title: ΤΟ ΠΑΘΗΜΑ ΕΛΛΗΝΙΔΟΣ: [487, 483, 633, 499]
- stock-value: 134: [994, 1366, 1014, 1379]
- novel-paragraph: — Ναί, άλλά, τό νά φτιαχνεί ένα σπίτι καί τό αύριο τόν κόσμο, όχι χωρίς ολόκληρη άβυσσο, δέν είναι ή ίδια.: [172, 1178, 299, 1287]
- radio-program-item: 13.30 Κινητική μουσική: [33, 513, 149, 526]
- radio-program-item: 22.10 Ο κόσμος στο μικρόφωνο: [170, 790, 268, 815]
- radio-athens-right: [170, 716, 299, 828]
- radio-program-item: 23.30 Μουσική καί τραγούδια: [170, 600, 263, 625]
- funeral-title: ΚΗΔΕΙΑ: [341, 483, 429, 504]
- thanks-signature-note: (Ό γνωστός γιά όλους Μπάμπης τής Φιλαρμονικής): [329, 453, 604, 467]
